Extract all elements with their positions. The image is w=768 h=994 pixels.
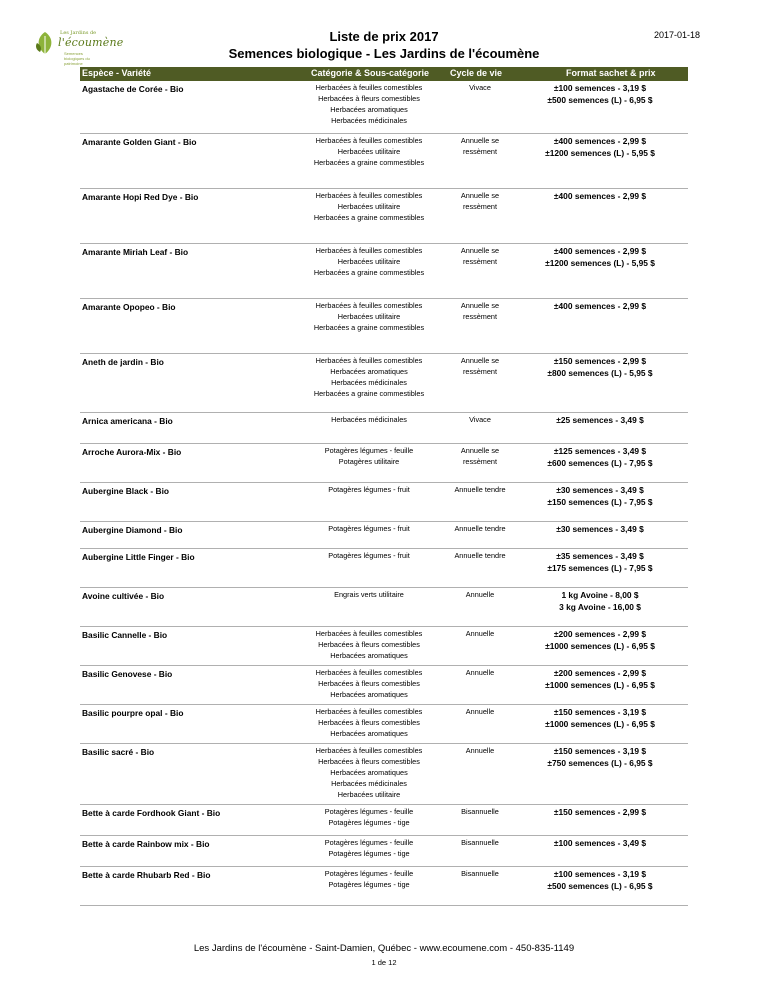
format-price-list xyxy=(520,523,680,535)
format-price-list xyxy=(520,414,680,426)
category-item: Potagères légumes - fruit xyxy=(328,485,410,494)
format-price-item: ±1200 semences (L) - 5,95 $ xyxy=(545,258,655,268)
life-cycle xyxy=(440,806,520,817)
life-cycle xyxy=(440,82,520,93)
col-header-cycle: Cycle de vie xyxy=(450,68,503,78)
category-item: Potagères utilitaire xyxy=(338,457,400,466)
category-list xyxy=(286,667,452,700)
life-cycle xyxy=(440,589,520,600)
category-item: Herbacées utilitaire xyxy=(337,202,401,211)
variety-name: Basilic sacré - Bio xyxy=(82,747,155,757)
format-price-item: ±200 semences - 2,99 $ xyxy=(553,668,647,678)
variety-name: Amarante Opopeo - Bio xyxy=(82,302,176,312)
table-row xyxy=(80,299,688,354)
format-price-item: ±500 semences (L) - 6,95 $ xyxy=(547,881,653,891)
format-price-item: ±150 semences - 2,99 $ xyxy=(553,356,647,366)
table-row xyxy=(80,549,688,588)
format-price-item: ±150 semences - 3,19 $ xyxy=(553,746,647,756)
format-price-list xyxy=(520,550,680,574)
table-row xyxy=(80,189,688,244)
life-cycle xyxy=(440,300,520,322)
category-list xyxy=(286,589,452,600)
logo-line2: l'écoumène xyxy=(58,36,124,49)
life-cycle xyxy=(440,414,520,425)
table-row xyxy=(80,134,688,189)
format-price-item: ±1000 semences (L) - 6,95 $ xyxy=(545,680,655,690)
category-item: Herbacées à feuilles comestibles xyxy=(315,707,423,716)
format-price-item: ±400 semences - 2,99 $ xyxy=(553,191,647,201)
life-cycle xyxy=(440,190,520,212)
life-cycle-line: Bisannuelle xyxy=(461,869,499,878)
format-price-item: ±400 semences - 2,99 $ xyxy=(553,136,647,146)
category-list xyxy=(286,806,452,828)
life-cycle xyxy=(440,745,520,756)
category-item: Herbacées utilitaire xyxy=(337,257,401,266)
variety-name: Bette à carde Fordhook Giant - Bio xyxy=(82,808,221,818)
table-row xyxy=(80,244,688,299)
format-price-item: ±600 semences (L) - 7,95 $ xyxy=(547,458,653,468)
life-cycle-line: Annuelle se xyxy=(460,246,500,255)
category-item: Herbacées utilitaire xyxy=(337,147,401,156)
life-cycle xyxy=(440,550,520,561)
life-cycle-line: Bisannuelle xyxy=(461,807,499,816)
table-row xyxy=(80,413,688,444)
category-item: Potagères légumes - feuille xyxy=(324,807,414,816)
variety-name: Basilic Genovese - Bio xyxy=(82,669,173,679)
life-cycle xyxy=(440,445,520,467)
format-price-list xyxy=(520,300,680,312)
life-cycle-line: Annuelle xyxy=(465,707,495,716)
category-item: Herbacées à fleurs comestibles xyxy=(318,718,420,727)
logo-line1: Les Jardins de xyxy=(60,30,97,36)
life-cycle-line: Annuelle se xyxy=(460,191,500,200)
page-title: Liste de prix 2017 xyxy=(329,29,439,44)
format-price-item: 3 kg Avoine - 16,00 $ xyxy=(559,602,641,612)
table-row xyxy=(80,354,688,413)
format-price-list xyxy=(520,589,680,613)
life-cycle xyxy=(440,355,520,377)
format-price-item: ±150 semences - 2,99 $ xyxy=(553,807,647,817)
life-cycle-line: Annuelle se xyxy=(460,356,500,365)
category-item: Herbacées a graine commestibles xyxy=(313,323,425,332)
category-item: Herbacées utilitaire xyxy=(337,312,401,321)
life-cycle-line: Annuelle xyxy=(465,668,495,677)
format-price-item: ±200 semences - 2,99 $ xyxy=(553,629,647,639)
category-item: Herbacées à fleurs comestibles xyxy=(318,640,420,649)
life-cycle xyxy=(440,868,520,879)
format-price-item: ±100 semences - 3,19 $ xyxy=(553,869,647,879)
category-list xyxy=(286,245,452,278)
life-cycle-line: Bisannuelle xyxy=(461,838,499,847)
category-item: Engrais verts utilitaire xyxy=(334,590,404,599)
category-item: Herbacées aromatiques xyxy=(330,105,408,114)
format-price-item: ±750 semences (L) - 6,95 $ xyxy=(547,758,653,768)
life-cycle-line: Vivace xyxy=(469,415,491,424)
format-price-item: ±500 semences (L) - 6,95 $ xyxy=(547,95,653,105)
category-item: Potagères légumes - feuille xyxy=(324,446,414,455)
price-table xyxy=(80,81,688,906)
format-price-item: ±1200 semences (L) - 5,95 $ xyxy=(545,148,655,158)
category-list xyxy=(286,745,452,800)
category-item: Herbacées a graine commestibles xyxy=(313,213,425,222)
category-list xyxy=(286,628,452,661)
life-cycle xyxy=(440,484,520,495)
variety-name: Agastache de Corée - Bio xyxy=(82,84,184,94)
format-price-item: ±800 semences (L) - 5,95 $ xyxy=(547,368,653,378)
variety-name: Amarante Golden Giant - Bio xyxy=(82,137,197,147)
table-row xyxy=(80,588,688,627)
category-item: Herbacées à feuilles comestibles xyxy=(315,83,423,92)
col-header-category: Catégorie & Sous-catégorie xyxy=(311,68,430,78)
format-price-list xyxy=(520,445,680,469)
page-number: 1 de 12 xyxy=(371,958,397,967)
category-list xyxy=(286,484,452,495)
format-price-item: ±35 semences - 3,49 $ xyxy=(556,551,644,561)
table-row xyxy=(80,483,688,522)
life-cycle xyxy=(440,245,520,267)
category-item: Herbacées à feuilles comestibles xyxy=(315,246,423,255)
format-price-item: ±30 semences - 3,49 $ xyxy=(556,485,644,495)
format-price-item: ±400 semences - 2,99 $ xyxy=(553,246,647,256)
category-item: Herbacées médicinales xyxy=(331,378,407,387)
format-price-item: ±100 semences - 3,19 $ xyxy=(553,83,647,93)
category-list xyxy=(286,414,452,425)
category-item: Herbacées aromatiques xyxy=(330,690,408,699)
format-price-list xyxy=(520,806,680,818)
life-cycle xyxy=(440,667,520,678)
format-price-list xyxy=(520,355,680,379)
life-cycle-line: Annuelle xyxy=(465,629,495,638)
format-price-list xyxy=(520,667,680,691)
category-item: Herbacées à feuilles comestibles xyxy=(315,668,423,677)
format-price-item: ±30 semences - 3,49 $ xyxy=(556,524,644,534)
life-cycle xyxy=(440,837,520,848)
format-price-list xyxy=(520,484,680,508)
category-item: Potagères légumes - tige xyxy=(328,849,410,858)
table-row xyxy=(80,867,688,906)
variety-name: Basilic pourpre opal - Bio xyxy=(82,708,184,718)
table-row xyxy=(80,522,688,549)
category-list xyxy=(286,82,452,126)
variety-name: Bette à carde Rhubarb Red - Bio xyxy=(82,870,211,880)
table-row xyxy=(80,81,688,134)
format-price-item: ±175 semences (L) - 7,95 $ xyxy=(547,563,653,573)
format-price-list xyxy=(520,837,680,849)
category-item: Potagères légumes - fruit xyxy=(328,551,410,560)
variety-name: Amarante Miriah Leaf - Bio xyxy=(82,247,189,257)
table-row xyxy=(80,836,688,867)
category-list xyxy=(286,523,452,534)
category-item: Herbacées a graine commestibles xyxy=(313,268,425,277)
format-price-list xyxy=(520,868,680,892)
life-cycle-line: Annuelle tendre xyxy=(454,485,506,494)
format-price-list xyxy=(520,135,680,159)
category-item: Herbacées médicinales xyxy=(331,779,407,788)
category-list xyxy=(286,837,452,859)
variety-name: Avoine cultivée - Bio xyxy=(82,591,165,601)
life-cycle-line: Annuelle tendre xyxy=(454,551,506,560)
variety-name: Amarante Hopi Red Dye - Bio xyxy=(82,192,199,202)
life-cycle-line: ressèment xyxy=(462,457,498,466)
format-price-list xyxy=(520,245,680,269)
category-item: Herbacées médicinales xyxy=(331,116,407,125)
variety-name: Aubergine Black - Bio xyxy=(82,486,170,496)
category-item: Herbacées médicinales xyxy=(331,415,407,424)
table-row xyxy=(80,666,688,705)
life-cycle-line: ressèment xyxy=(462,202,498,211)
category-item: Herbacées à fleurs comestibles xyxy=(318,679,420,688)
category-list xyxy=(286,190,452,223)
variety-name: Bette à carde Rainbow mix - Bio xyxy=(82,839,210,849)
life-cycle-line: Annuelle se xyxy=(460,446,500,455)
table-header xyxy=(80,67,688,81)
table-row xyxy=(80,444,688,483)
category-list xyxy=(286,445,452,467)
life-cycle xyxy=(440,706,520,717)
variety-name: Aneth de jardin - Bio xyxy=(82,357,164,367)
category-list xyxy=(286,868,452,890)
table-row xyxy=(80,705,688,744)
life-cycle-line: ressèment xyxy=(462,312,498,321)
variety-name: Aubergine Little Finger - Bio xyxy=(82,552,195,562)
life-cycle xyxy=(440,628,520,639)
format-price-item: ±100 semences - 3,49 $ xyxy=(553,838,647,848)
category-item: Herbacées à feuilles comestibles xyxy=(315,629,423,638)
category-item: Potagères légumes - fruit xyxy=(328,524,410,533)
format-price-list xyxy=(520,628,680,652)
category-item: Potagères légumes - tige xyxy=(328,818,410,827)
category-item: Herbacées à fleurs comestibles xyxy=(318,94,420,103)
category-item: Potagères légumes - feuille xyxy=(324,838,414,847)
variety-name: Arnica americana - Bio xyxy=(82,416,173,426)
category-item: Herbacées à feuilles comestibles xyxy=(315,191,423,200)
category-list xyxy=(286,706,452,739)
logo-line3: Semences biologiques du patrimoine xyxy=(64,51,90,66)
table-row xyxy=(80,744,688,805)
life-cycle xyxy=(440,523,520,534)
category-item: Herbacées à feuilles comestibles xyxy=(315,746,423,755)
category-item: Herbacées à feuilles comestibles xyxy=(315,356,423,365)
category-item: Herbacées à feuilles comestibles xyxy=(315,301,423,310)
life-cycle-line: ressèment xyxy=(462,257,498,266)
life-cycle xyxy=(440,135,520,157)
category-item: Herbacées à fleurs comestibles xyxy=(318,757,420,766)
document-date: 2017-01-18 xyxy=(653,30,700,40)
col-header-variety: Espèce - Variété xyxy=(82,68,152,78)
format-price-item: ±400 semences - 2,99 $ xyxy=(553,301,647,311)
life-cycle-line: Annuelle xyxy=(465,746,495,755)
category-item: Herbacées aromatiques xyxy=(330,768,408,777)
variety-name: Basilic Cannelle - Bio xyxy=(82,630,168,640)
col-header-format: Format sachet & prix xyxy=(566,68,656,78)
table-row xyxy=(80,627,688,666)
category-item: Herbacées aromatiques xyxy=(330,367,408,376)
variety-name: Aubergine Diamond - Bio xyxy=(82,525,183,535)
category-item: Herbacées à feuilles comestibles xyxy=(315,136,423,145)
category-item: Herbacées aromatiques xyxy=(330,729,408,738)
life-cycle-line: Annuelle tendre xyxy=(454,524,506,533)
format-price-item: ±125 semences - 3,49 $ xyxy=(553,446,647,456)
format-price-list xyxy=(520,82,680,106)
format-price-item: ±1000 semences (L) - 6,95 $ xyxy=(545,719,655,729)
format-price-item: 1 kg Avoine - 8,00 $ xyxy=(561,590,639,600)
table-row xyxy=(80,805,688,836)
life-cycle-line: Vivace xyxy=(469,83,491,92)
category-item: Potagères légumes - feuille xyxy=(324,869,414,878)
format-price-list xyxy=(520,190,680,202)
format-price-item: ±1000 semences (L) - 6,95 $ xyxy=(545,641,655,651)
life-cycle-line: ressèment xyxy=(462,367,498,376)
life-cycle-line: Annuelle se xyxy=(460,136,500,145)
category-list xyxy=(286,355,452,399)
life-cycle-line: Annuelle xyxy=(465,590,495,599)
category-item: Potagères légumes - tige xyxy=(328,880,410,889)
footer-text: Les Jardins de l'écoumène - Saint-Damien, Québec - www.ecoumene.com - 450-835-1149 xyxy=(193,943,575,954)
life-cycle-line: ressèment xyxy=(462,147,498,156)
format-price-list xyxy=(520,706,680,730)
format-price-item: ±150 semences (L) - 7,95 $ xyxy=(547,497,653,507)
variety-name: Arroche Aurora-Mix - Bio xyxy=(82,447,182,457)
category-list xyxy=(286,550,452,561)
page-subtitle: Semences biologique - Les Jardins de l'écoumène xyxy=(228,46,540,61)
format-price-item: ±150 semences - 3,19 $ xyxy=(553,707,647,717)
category-item: Herbacées aromatiques xyxy=(330,651,408,660)
format-price-list xyxy=(520,745,680,769)
life-cycle-line: Annuelle se xyxy=(460,301,500,310)
category-item: Herbacées a graine commestibles xyxy=(313,389,425,398)
category-list xyxy=(286,135,452,168)
format-price-item: ±25 semences - 3,49 $ xyxy=(556,415,644,425)
category-list xyxy=(286,300,452,333)
category-item: Herbacées a graine commestibles xyxy=(313,158,425,167)
category-item: Herbacées utilitaire xyxy=(337,790,401,799)
